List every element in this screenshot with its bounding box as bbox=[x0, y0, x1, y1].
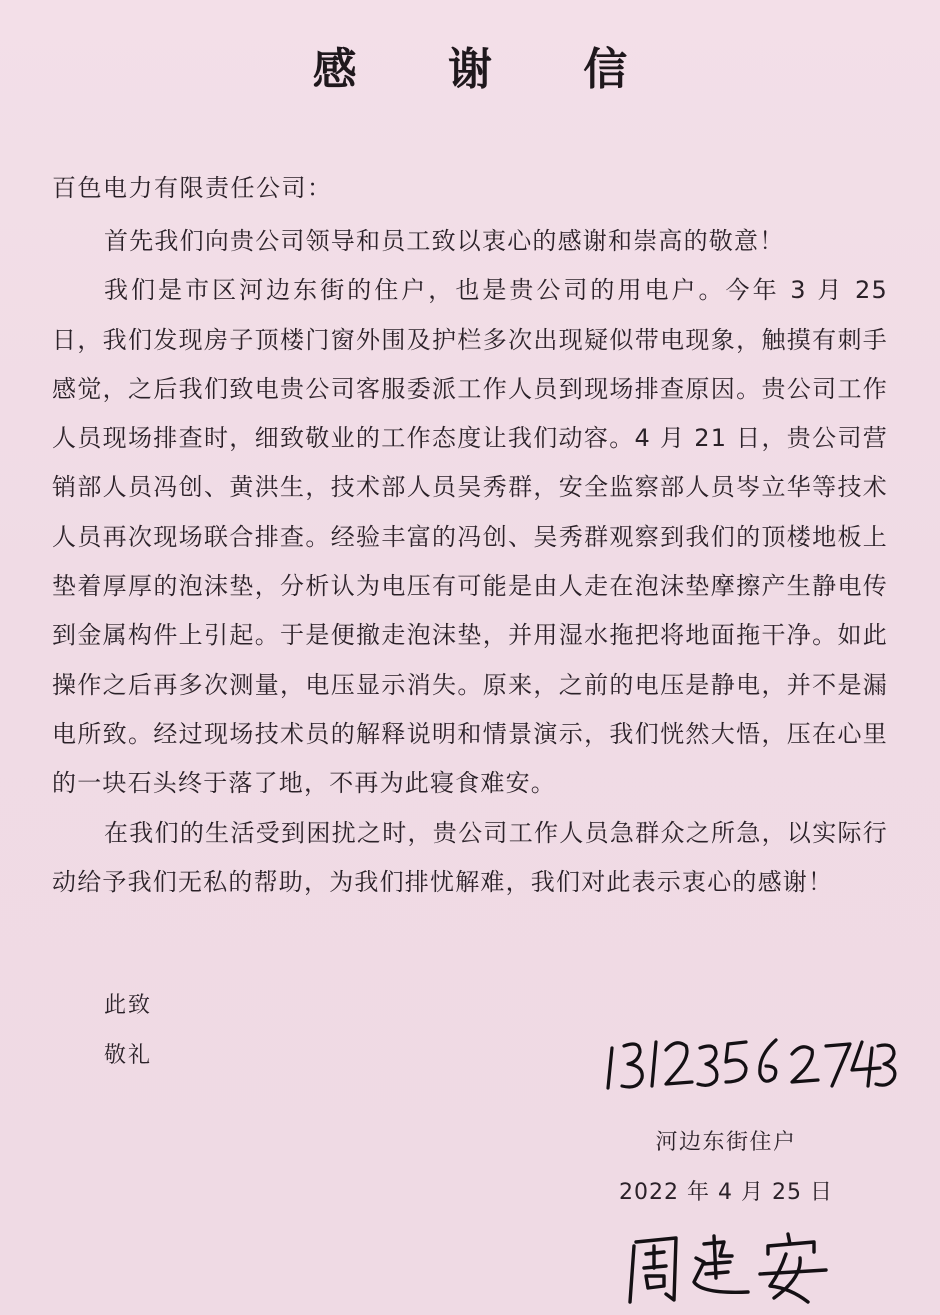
body-paragraph-3: 在我们的生活受到困扰之时，贵公司工作人员急群众之所急，以实际行动给予我们无私的帮助，为我们排忧解难，我们对此表示衷心的感谢！ bbox=[52, 818, 888, 896]
handwritten-phone-number bbox=[600, 1030, 900, 1100]
letter-title: 感 谢 信 bbox=[312, 44, 666, 95]
letter-body bbox=[52, 217, 888, 907]
letter-date: 2022 年 4 月 25 日 bbox=[619, 1180, 833, 1205]
closing-greeting: 此致 bbox=[104, 993, 153, 1018]
salutation: 百色电力有限责任公司： bbox=[52, 174, 333, 202]
body-paragraph-2: 我们是市区河边东街的住户，也是贵公司的用电户。今年 3 月 25 日，我们发现房子顶楼门窗外围及护栏多次出现疑似带电现象，触摸有刺手感觉，之后我们致电贵公司客服委派工作人员到现场排查原因。贵公司工作人员现场排查时，细致敬业的工作态度让我们动容。4 月 21 日，贵公司营销部人员冯创、黄洪生，技术部人员吴秀群，安全监察部人员岑立华等技术人员再次现场联合排查。经验丰富的冯创、吴秀群观察到我们的顶楼地板上垫着厚厚的泡沫垫，分析认为电压有可能是由人走在泡沫垫摩擦产生静电传到金属构件上引起。于是便撤走泡沫垫，并用湿水拖把将地面拖干净。如此操作之后再多次测量，电压显示消失。原来，之前的电压是静电，并不是漏电所致。经过现场技术员的解释说明和情景演示，我们恍然大悟，压在心里的一块石头终于落了地，不再为此寝食难安。 bbox=[52, 276, 888, 798]
closing-salute: 敬礼 bbox=[104, 1043, 153, 1068]
handwritten-phone-drawing bbox=[600, 1030, 900, 1100]
signature-drawing bbox=[620, 1228, 850, 1308]
handwritten-signature bbox=[620, 1228, 850, 1308]
sender-name: 河边东街住户 bbox=[655, 1130, 797, 1155]
body-paragraph-1: 首先我们向贵公司领导和员工致以衷心的感谢和崇高的敬意！ bbox=[104, 227, 785, 255]
